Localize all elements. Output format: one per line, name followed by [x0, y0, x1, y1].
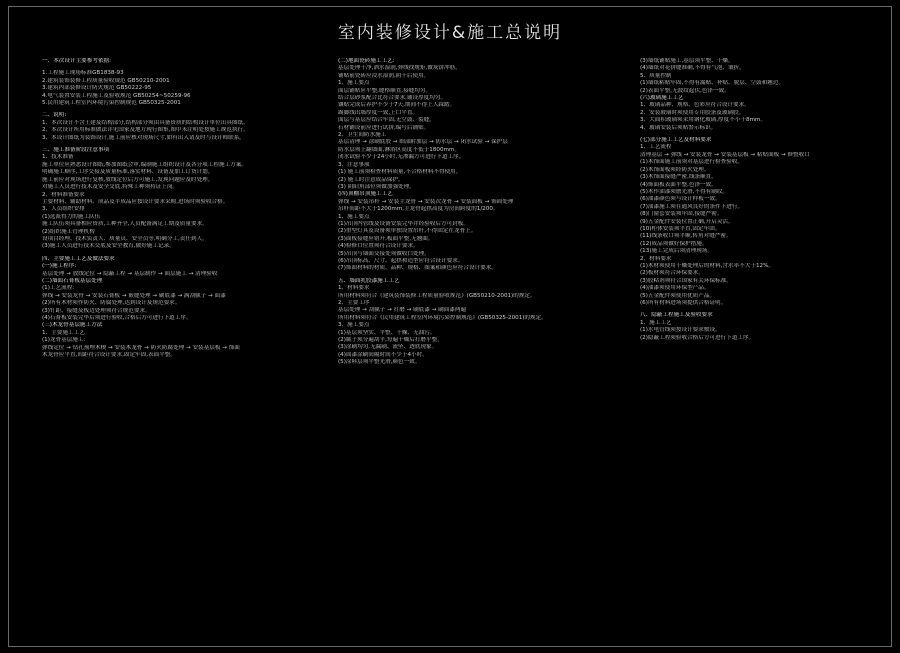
text-line: 2、材料准备要求: [42, 191, 85, 198]
text-line: (6)所有材料进场须提供合格证明。: [640, 300, 727, 306]
text-line: 3、大面积玻璃须采用钢化玻璃,厚度不小于8mm。: [640, 117, 767, 124]
text-line: (8)门窗套安装须牢固,接缝严密。: [640, 211, 723, 218]
text-line: (9)五金配件安装位置正确,开启灵活。: [640, 218, 734, 225]
text-line: (2)木饰面板须经防火处理。: [640, 166, 710, 173]
text-line: 结合层砂浆配合比符合要求,铺设厚度均匀。: [338, 95, 447, 102]
text-line: (5)木作油漆须磨光滑,不得有刷纹。: [640, 188, 729, 195]
text-line: (1)龙骨基层施工:: [42, 337, 86, 344]
text-line: (2)腻子须分遍刮平,每遍干燥后打磨平整。: [338, 337, 443, 344]
column-right: [640, 58, 878, 342]
text-line: (5)涂料层须平整光滑,颜色一致。: [338, 359, 421, 366]
text-line: (1)木饰面施工前须对基层进行检查验收。: [640, 159, 744, 166]
text-line: 基层处理 → 刮腻子 → 打磨 → 刷底漆 → 刷面漆两遍: [338, 307, 467, 314]
text-line: (1) 施工前须检查材料质量,不合格材料不得使用。: [338, 169, 462, 176]
page-title: 室内装修设计&施工总说明: [337, 23, 563, 43]
text-line: (1)墙纸粘贴牢固,不得有漏贴、补贴、脱层、空鼓和翘边。: [640, 80, 784, 87]
text-line: 木龙骨应平直,间距符合设计要求,固定牢固,表面平整。: [42, 352, 176, 359]
text-line: (3)涂刷均匀,无漏刷、流坠、透底现象。: [338, 344, 438, 351]
text-line: 清理基层 → 弹线 → 安装龙骨 → 安装基层板 → 粘贴面板 → 修整收口: [640, 151, 810, 158]
text-line: 1、材料要求: [338, 285, 370, 292]
text-line: 4、玻璃安装后须贴警示标识。: [640, 124, 717, 131]
text-line: (1)木材须使用干燥处理后的材料,含水率不大于12%。: [640, 262, 775, 269]
text-line: (3) 阴阳角部位须做加强处理。: [338, 183, 415, 190]
text-line: 八、隐蔽工程施工及验收要求: [640, 312, 713, 319]
text-line: (6)油漆颜色须与设计样板一致。: [640, 196, 721, 203]
text-line: (4)石膏板安装完毕后须进行验收,合格后方可进行下道工序。: [42, 315, 192, 321]
text-line: 铺贴前瓷砖应浸水湿润,阴干后使用。: [338, 72, 430, 79]
text-line: (4)检修口位置须符合设计要求。: [338, 243, 419, 250]
text-line: (七)部分施工工艺及材料要求: [640, 137, 712, 144]
text-line: 2、安装玻璃时须使用专用胶条及玻璃胶。: [640, 109, 745, 116]
text-line: (2)所有木材须作防火、防腐处理,达到设计及规范要求。: [42, 300, 181, 307]
text-line: 镶贴完成后养护不少于7天,期间不得上人踩踏。: [338, 102, 456, 109]
text-line: (4)饰面板表面平整,色泽一致。: [640, 181, 717, 188]
text-line: 1.工程施工现场标准GB1838-93: [42, 70, 124, 77]
text-line: (7)油漆施工须在通风良好的条件下进行。: [640, 203, 744, 210]
text-line: (1)选派得力的施工队伍: [42, 213, 101, 220]
text-line: 1、施工要点: [338, 80, 370, 87]
text-line: (1)水电管线须按设计要求敷设。: [640, 327, 721, 334]
text-line: (5)吊顶与墙面交接处须做收口处理。: [338, 250, 430, 257]
column-middle: [338, 58, 626, 367]
text-line: 2、材料要求: [640, 255, 672, 262]
text-line: 基层处理干净,洒水湿润,弹线找规矩,做灰饼冲筋。: [338, 65, 461, 72]
text-line: 面层与基层应结合牢固,无空鼓、裂缝。: [338, 117, 435, 124]
text-line: 石材铺设前应进行试拼,编号后铺贴。: [338, 124, 430, 131]
text-line: (3)面板接缝应错开,板面平整,无翘曲。: [338, 235, 434, 242]
text-line: 2、主要工序: [338, 300, 370, 306]
text-line: (六)玻璃施工工艺: [640, 95, 684, 102]
text-line: (2)表面平整,无波纹起伏,色泽一致。: [640, 87, 730, 94]
text-line: 施工单位应熟悉设计图纸,参加图纸会审,编制施工组织设计及各分项工程施工方案。: [42, 161, 247, 168]
text-line: (3)木饰面接缝严密,线条顺直。: [640, 174, 717, 181]
text-line: 施工队伍须具备相应资质,工种齐全,人员配备满足工期及质量要求。: [42, 221, 208, 228]
text-line: 2、卫生间防水施工: [338, 132, 387, 139]
text-line: (10)柜体安装须平直,固定牢固。: [640, 225, 721, 232]
text-line: 明确施工顺序,工序交接及质量标准,落实材料、设备及加工订货计划。: [42, 169, 214, 176]
text-line: (三)木龙骨基层施工方法: [42, 322, 103, 329]
text-line: 三、施工准备阶段注意事项: [42, 147, 110, 154]
text-line: (3)钉距、接缝及板边处理须符合规范要求。: [42, 307, 151, 314]
text-line: (3)胶粘剂须符合国家有关环保标准。: [640, 277, 732, 284]
text-line: 施工前应对现场进行复核,放线定位后方可施工,发现问题应及时处理。: [42, 176, 214, 183]
text-line: (13)施工完成后须清理现场。: [640, 248, 714, 255]
text-line: 2.建筑装饰装修工程质量验收规范 GB50210-2001: [42, 77, 170, 84]
text-line: (7)饰面材料的材质、品种、规格、图案和颜色应符合设计要求。: [338, 265, 497, 272]
text-line: 踢脚线出墙厚度一致,上口平直。: [338, 109, 419, 116]
text-line: (12)成品须做好保护措施。: [640, 240, 708, 247]
text-line: (二)墙面石膏板基层处理: [42, 277, 103, 284]
text-line: 1、主要施工工艺: [42, 329, 85, 336]
text-line: (1)吊顶内管线及设备安装完毕并经验收后方可封板。: [338, 220, 469, 227]
text-line: (4)面漆涂刷间隔时间不少于4小时。: [338, 351, 428, 358]
text-line: (2) 施工时注意成品保护。: [338, 176, 404, 183]
text-line: (4)油漆须使用环保型产品。: [640, 285, 710, 292]
text-line: 四、主要施工工艺及做法要求: [42, 255, 115, 262]
text-line: 弹线 → 安装龙骨 → 安装石膏板 → 嵌缝处理 → 刷底漆 → 满刮腻子 → 面漆: [42, 292, 226, 299]
text-line: (一)施工程序:: [42, 263, 77, 270]
text-line: 4.电气装置安装工程施工及验收规范 GB50254~50259-96: [42, 92, 191, 99]
text-line: 基层处理 → 放线定位 → 隐蔽工程 → 基层制作 → 面层施工 → 清理验收: [42, 270, 218, 277]
text-line: 1、施工工艺: [640, 319, 672, 326]
text-line: 3.建筑内部装修设计防火规范 GB50222-95: [42, 85, 152, 92]
text-line: 面层铺贴应平整,缝格顺直,接缝均匀。: [338, 87, 432, 94]
text-line: 主要材料、辅助材料、成品及半成品应按设计要求采购,进场时须验收合格。: [42, 198, 229, 205]
text-line: (4)墙纸对花拼缝准确,不得有气泡、皱折。: [640, 65, 745, 72]
text-line: (2)组织施工管理机构: [42, 228, 95, 235]
text-line: 1、工艺流程: [640, 144, 672, 151]
text-line: 1、玻璃品种、规格、色彩应符合设计要求。: [640, 102, 750, 109]
text-line: 对施工人员进行技术及安全交底,特殊工种须持证上岗。: [42, 184, 179, 191]
text-line: 1、技术准备: [42, 154, 74, 161]
text-line: 基层清理 → 涂刷底胶 → 细部附加层 → 防水层 → 闭水试验 → 保护层: [338, 139, 508, 146]
text-line: 1、施工要点: [338, 213, 370, 220]
text-line: 所用材料须符合《民用建筑工程室内环境污染控制规范》(GB50325-2001)的规定。: [338, 314, 547, 321]
text-line: (二)地面瓷砖施工工艺:: [338, 58, 395, 64]
text-line: 所用材料须符合《建筑装饰装修工程质量验收规范》(GB50210-2001)的规定。: [338, 292, 536, 299]
text-line: 弹线定位 → 钻孔预埋木楔 → 安装木龙骨 → 防火防腐处理 → 安装基层板 → 饰面: [42, 344, 240, 351]
text-line: 防水层须上翻墙面,淋浴区高度不低于1800mm。: [338, 146, 461, 153]
text-line: 3、施工要点: [338, 322, 370, 329]
text-line: 闭水试验不少于24小时,无渗漏方可进行下道工序。: [338, 154, 465, 161]
text-line: (3)施工人员进行技术交底及安全教育,做好施工记录。: [42, 243, 175, 250]
text-line: 一、本次设计主要参考依据:: [42, 58, 112, 64]
text-line: 五、墙面乳胶漆施工工艺: [338, 277, 400, 284]
text-line: (2)隐蔽工程须验收合格后方可进行下道工序。: [640, 334, 755, 341]
text-line: 1、本次设计不含土建及结构部分,结构部分须由具备资质的结构设计单位出具图纸。: [42, 119, 249, 126]
text-line: (6)吊顶标高、尺寸、起拱和造型应符合设计要求。: [338, 257, 464, 264]
text-line: (3)墙纸铺贴施工,基层须平整、干燥。: [640, 58, 734, 64]
text-line: (5)五金配件须使用优质产品。: [640, 292, 716, 299]
text-line: 3、本设计图纸为装饰设计,施工前应核对现场尺寸,如有出入请及时与设计师联系。: [42, 134, 245, 141]
text-line: (2)重型灯具及设备须单独设置吊杆,不得固定在龙骨上。: [338, 228, 477, 235]
text-line: (2)板材须符合环保要求。: [640, 270, 704, 277]
text-line: 吊杆间距不大于1200mm,主龙骨起拱高度为房间跨度的1/200。: [338, 206, 499, 213]
text-line: (11)线条收口须平顺,转角对缝严密。: [640, 233, 732, 240]
text-line: 3、人员组织安排: [42, 206, 85, 213]
text-line: 5.民用建筑工程室内环境污染控制规范 GB50325-2001: [42, 100, 181, 107]
text-line: 3、注意事项: [338, 161, 370, 168]
text-line: 设项目经理、技术负责人、质量员、安全员等,明确分工,责任到人。: [42, 235, 208, 242]
text-line: 2、本次设计所用标准做法详见国家及地方现行图集,图中未注明处按施工规范执行。: [42, 127, 249, 134]
text-line: (四)顶棚吊顶施工工艺: [338, 191, 393, 198]
text-line: (1)工艺流程:: [42, 285, 75, 292]
text-line: (1)基层须坚实、平整、干燥、无油污。: [338, 329, 436, 336]
text-line: 5、质量控制: [640, 72, 672, 79]
text-line: 二、说明:: [42, 112, 67, 119]
column-left: [42, 58, 317, 359]
text-line: 弹线 → 安装吊杆 → 安装主龙骨 → 安装次龙骨 → 安装面板 → 饰面处理: [338, 198, 514, 205]
